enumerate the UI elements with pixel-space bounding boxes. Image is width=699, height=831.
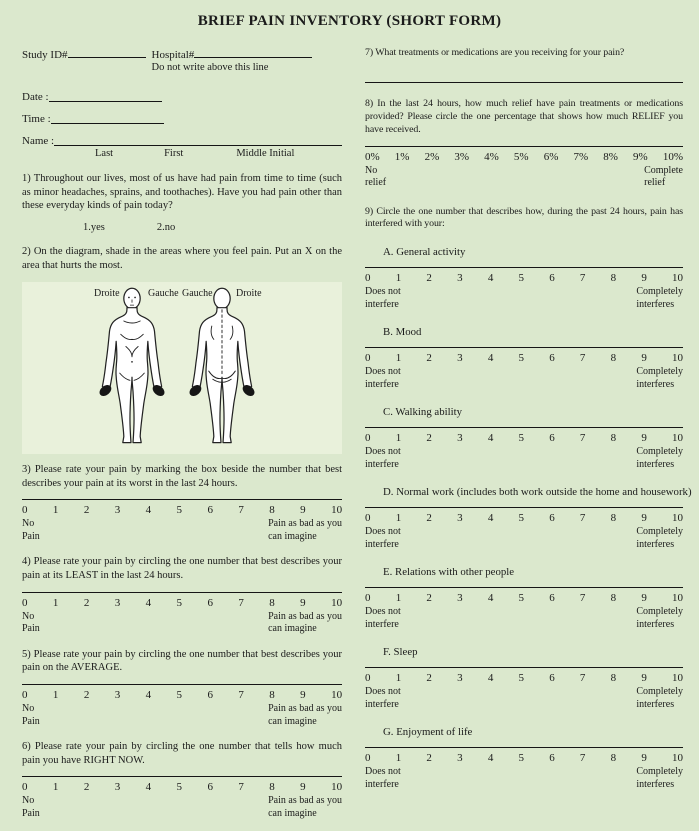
name-input-line[interactable] bbox=[54, 135, 342, 146]
scale-number[interactable]: 10 bbox=[672, 432, 684, 445]
scale-number[interactable]: 10 bbox=[672, 592, 684, 605]
scale-number[interactable]: 7 bbox=[238, 781, 244, 794]
scale-number[interactable]: 10 bbox=[672, 512, 684, 525]
scale-number[interactable]: 9% bbox=[633, 150, 648, 163]
date-label: Date : bbox=[22, 91, 49, 103]
scale-numbers bbox=[365, 272, 683, 284]
interference-item-label: G. Enjoyment of life bbox=[383, 726, 473, 739]
scale-number[interactable]: 2 bbox=[426, 352, 432, 365]
scale-number[interactable]: 6 bbox=[549, 352, 555, 365]
scale-anchors bbox=[365, 766, 683, 791]
name-sublabel-first: First bbox=[164, 148, 184, 159]
scale-line bbox=[22, 776, 342, 777]
scale-number[interactable]: 8 bbox=[610, 432, 617, 445]
scale-number[interactable]: 5 bbox=[518, 592, 525, 605]
do-not-write-note: Do not write above this line bbox=[151, 62, 269, 73]
scale-anchor-left: Does not interfere bbox=[365, 606, 401, 630]
scale-number[interactable]: 1 bbox=[52, 596, 59, 609]
scale-number[interactable]: 0 bbox=[365, 432, 371, 445]
scale-number[interactable]: 4 bbox=[145, 689, 152, 702]
interference-item bbox=[365, 486, 692, 551]
scale-anchors bbox=[365, 526, 683, 551]
scale-number[interactable]: 0 bbox=[22, 689, 28, 702]
interference-item-label: F. Sleep bbox=[383, 646, 418, 659]
scale-numbers bbox=[365, 432, 683, 444]
scale-number[interactable]: 5% bbox=[513, 150, 529, 163]
scale-number[interactable]: 0% bbox=[365, 150, 380, 163]
scale-number[interactable]: 9 bbox=[641, 672, 647, 685]
scale-number[interactable]: 5 bbox=[176, 596, 183, 609]
scale-number[interactable]: 1 bbox=[395, 752, 402, 765]
scale-number[interactable]: 8 bbox=[610, 592, 617, 605]
scale-number[interactable]: 4 bbox=[487, 752, 494, 765]
scale-line bbox=[365, 747, 683, 748]
question-5-text: 5) Please rate your pain by circling the one number that best describes your pain on the AVERAGE. bbox=[22, 648, 342, 674]
scale-number[interactable]: 9 bbox=[641, 272, 647, 285]
scale-number[interactable]: 0 bbox=[365, 672, 371, 685]
scale-anchor-left: No Pain bbox=[22, 518, 40, 542]
hospital-label: Hospital# bbox=[151, 49, 195, 61]
scale-anchors bbox=[22, 795, 342, 820]
scale-numbers bbox=[365, 752, 683, 764]
interference-item-label: D. Normal work (includes both work outside the home and housework) bbox=[383, 486, 692, 499]
interference-item bbox=[365, 406, 683, 471]
scale-anchor-left: No Pain bbox=[22, 610, 40, 635]
scale-anchor-right: Completely interferes bbox=[636, 366, 683, 390]
scale-number[interactable]: 2 bbox=[426, 672, 432, 685]
scale-number[interactable]: 3 bbox=[114, 781, 121, 794]
left-column bbox=[22, 47, 342, 820]
scale-number[interactable]: 8 bbox=[610, 352, 617, 365]
scale-line bbox=[365, 667, 683, 668]
question-9-text: 9) Circle the one number that describes how, during the past 24 hours, pain has interfered with your: bbox=[365, 205, 683, 230]
scale-anchor-left: Does not interfere bbox=[365, 366, 401, 390]
scale-number[interactable]: 3 bbox=[114, 596, 121, 609]
study-id-label: Study ID# bbox=[22, 49, 68, 61]
scale-number[interactable]: 1 bbox=[52, 504, 59, 517]
scale-anchor-right: Pain as bad as you can imagine bbox=[268, 703, 342, 727]
scale-line bbox=[365, 507, 683, 508]
scale-number[interactable]: 8 bbox=[269, 781, 275, 794]
scale-number[interactable]: 0 bbox=[22, 781, 28, 794]
scale-anchor-right: Completely interferes bbox=[636, 766, 683, 790]
scale-number[interactable]: 9 bbox=[641, 592, 647, 605]
scale-number[interactable]: 2 bbox=[426, 752, 432, 765]
scale-number[interactable]: 3 bbox=[114, 689, 121, 702]
scale-number[interactable]: 10 bbox=[331, 504, 343, 517]
question-6-text: 6) Please rate your pain by circling the one number that tells how much pain you have RIGHT NOW. bbox=[22, 741, 342, 766]
scale-numbers bbox=[22, 781, 342, 793]
scale-number[interactable]: 3 bbox=[457, 272, 463, 285]
scale-number[interactable]: 6% bbox=[543, 150, 559, 163]
scale-number[interactable]: 7 bbox=[579, 752, 586, 765]
scale-number[interactable]: 5 bbox=[518, 512, 525, 525]
scale-number[interactable]: 8 bbox=[269, 504, 275, 517]
scale-number[interactable]: 7 bbox=[579, 272, 586, 285]
scale-number[interactable]: 2 bbox=[426, 272, 432, 285]
scale-number[interactable]: 6 bbox=[549, 672, 555, 685]
scale-number[interactable]: 3 bbox=[457, 512, 463, 525]
scale-line bbox=[365, 587, 683, 588]
hospital-field bbox=[152, 47, 313, 73]
scale-number[interactable]: 8 bbox=[610, 272, 617, 285]
scale-number[interactable]: 5 bbox=[518, 352, 525, 365]
scale-anchor-right: Pain as bad as you can imagine bbox=[268, 795, 342, 819]
form-title: BRIEF PAIN INVENTORY (SHORT FORM) bbox=[197, 13, 502, 29]
scale-number[interactable]: 1 bbox=[395, 272, 402, 285]
body-back-figure-icon bbox=[176, 286, 268, 450]
scale-number[interactable]: 10 bbox=[331, 596, 343, 609]
scale-number[interactable]: 9 bbox=[300, 504, 306, 517]
scale-anchor-right: Completely interferes bbox=[636, 606, 683, 630]
scale-line bbox=[365, 347, 683, 348]
scale-line bbox=[365, 427, 683, 428]
body-diagram[interactable] bbox=[22, 282, 342, 454]
scale-anchor-right: Completely interferes bbox=[636, 446, 683, 470]
scale-anchors bbox=[365, 286, 683, 311]
scale-number[interactable]: 0 bbox=[22, 596, 28, 609]
scale-number[interactable]: 9 bbox=[300, 781, 306, 794]
scale-numbers bbox=[365, 672, 683, 684]
option-no[interactable]: 2.no bbox=[156, 221, 176, 233]
hospital-input-line[interactable] bbox=[194, 47, 312, 58]
scale-number[interactable]: 7 bbox=[579, 592, 586, 605]
rating-scale-q3 bbox=[22, 499, 342, 543]
diagram-label-front-right-side: Droite bbox=[94, 288, 120, 300]
scale-number[interactable]: 4 bbox=[145, 596, 152, 609]
scale-number[interactable]: 2 bbox=[426, 432, 432, 445]
scale-number[interactable]: 4 bbox=[487, 592, 494, 605]
scale-line bbox=[22, 684, 342, 685]
right-column bbox=[365, 47, 692, 820]
scale-number[interactable]: 3 bbox=[457, 672, 463, 685]
rating-scale-q5 bbox=[22, 684, 342, 728]
scale-number[interactable]: 9 bbox=[641, 432, 647, 445]
scale-anchors bbox=[365, 606, 683, 631]
question-7-answer-line[interactable] bbox=[365, 82, 683, 83]
scale-number[interactable]: 3 bbox=[457, 352, 463, 365]
name-sublabel-middle: Middle Initial bbox=[236, 148, 295, 159]
scale-number[interactable]: 5 bbox=[518, 672, 525, 685]
date-field bbox=[22, 91, 342, 103]
scale-number[interactable]: 8 bbox=[610, 752, 617, 765]
diagram-label-back-left-side: Gauche bbox=[182, 288, 213, 300]
scale-number[interactable]: 7 bbox=[579, 432, 586, 445]
name-sublabels bbox=[22, 148, 342, 159]
scale-number[interactable]: 7 bbox=[579, 512, 586, 525]
name-sublabel-last: Last bbox=[95, 148, 114, 159]
interference-rating-scale bbox=[365, 507, 683, 551]
scale-number[interactable]: 1 bbox=[395, 592, 402, 605]
scale-anchor-left: No Pain bbox=[22, 795, 40, 819]
scale-number[interactable]: 0 bbox=[365, 272, 371, 285]
scale-number[interactable]: 2 bbox=[83, 504, 90, 517]
scale-number[interactable]: 10 bbox=[331, 781, 343, 794]
scale-number[interactable]: 4 bbox=[145, 781, 152, 794]
scale-number[interactable]: 5 bbox=[176, 781, 183, 794]
scale-line bbox=[365, 146, 683, 147]
scale-number[interactable]: 1 bbox=[52, 781, 59, 794]
scale-number[interactable]: 6 bbox=[207, 596, 213, 609]
interference-rating-scale bbox=[365, 267, 683, 311]
scale-number[interactable]: 10 bbox=[331, 689, 343, 702]
scale-number[interactable]: 2 bbox=[426, 592, 432, 605]
scale-number[interactable]: 1 bbox=[395, 512, 402, 525]
scale-number[interactable]: 5 bbox=[176, 689, 183, 702]
scale-number[interactable]: 3% bbox=[454, 150, 470, 163]
date-input-line[interactable] bbox=[49, 91, 162, 102]
scale-number[interactable]: 3 bbox=[457, 752, 463, 765]
scale-number[interactable]: 9 bbox=[641, 752, 647, 765]
scale-number[interactable]: 5 bbox=[518, 752, 525, 765]
scale-anchors bbox=[365, 686, 683, 711]
question-4-text: 4) Please rate your pain by circling the one number that best describes your pain at its LEAST in the last 24 hours. bbox=[22, 556, 342, 582]
interference-rating-scale bbox=[365, 347, 683, 391]
scale-number[interactable]: 3 bbox=[114, 504, 121, 517]
interference-item bbox=[365, 646, 683, 711]
name-field bbox=[22, 135, 342, 147]
id-fields-row bbox=[22, 47, 342, 73]
scale-anchors bbox=[365, 366, 683, 391]
scale-number[interactable]: 0 bbox=[365, 512, 371, 525]
scale-number[interactable]: 6 bbox=[207, 781, 213, 794]
scale-number[interactable]: 7 bbox=[238, 689, 244, 702]
scale-line bbox=[365, 267, 683, 268]
scale-anchor-right: Pain as bad as you can imagine bbox=[268, 610, 342, 635]
question-7-text: 7) What treatments or medications are you receiving for your pain? bbox=[365, 47, 625, 58]
scale-number[interactable]: 7 bbox=[579, 352, 586, 365]
scale-anchors bbox=[22, 518, 342, 543]
scale-number[interactable]: 2 bbox=[83, 781, 90, 794]
scale-number[interactable]: 1 bbox=[52, 689, 59, 702]
scale-anchors bbox=[22, 703, 342, 728]
time-input-line[interactable] bbox=[51, 113, 164, 124]
scale-number[interactable]: 7 bbox=[238, 504, 244, 517]
scale-number[interactable]: 2% bbox=[424, 150, 440, 163]
interference-item-label: A. General activity bbox=[383, 246, 466, 259]
scale-number[interactable]: 0 bbox=[365, 592, 371, 605]
scale-number[interactable]: 10 bbox=[672, 752, 684, 765]
study-id-input-line[interactable] bbox=[68, 47, 146, 58]
scale-anchor-left: Does not interfere bbox=[365, 686, 401, 710]
interference-rating-scale bbox=[365, 667, 683, 711]
scale-anchors bbox=[22, 611, 342, 636]
scale-number[interactable]: 3 bbox=[457, 592, 463, 605]
scale-number[interactable]: 0 bbox=[22, 504, 28, 517]
scale-anchor-right: Completely interferes bbox=[636, 686, 683, 710]
interference-rating-scale bbox=[365, 587, 683, 631]
scale-number[interactable]: 1 bbox=[395, 432, 402, 445]
interference-item bbox=[365, 246, 683, 311]
study-id-field bbox=[22, 47, 146, 73]
scale-number[interactable]: 6 bbox=[549, 432, 555, 445]
scale-numbers bbox=[365, 151, 683, 163]
scale-numbers bbox=[365, 352, 683, 364]
name-label: Name : bbox=[22, 135, 55, 147]
question-2-text: 2) On the diagram, shade in the areas where you feel pain. Put an X on the area that hurts the most. bbox=[22, 245, 342, 271]
diagram-label-back-right-side: Droite bbox=[236, 288, 262, 300]
scale-number[interactable]: 1% bbox=[394, 150, 410, 163]
interference-rating-scale bbox=[365, 427, 683, 471]
scale-number[interactable]: 0 bbox=[365, 752, 371, 765]
scale-number[interactable]: 1 bbox=[395, 672, 402, 685]
scale-number[interactable]: 9 bbox=[300, 596, 306, 609]
scale-numbers bbox=[365, 512, 683, 524]
scale-anchor-right: Complete relief bbox=[644, 164, 683, 188]
scale-number[interactable]: 2 bbox=[83, 596, 90, 609]
scale-number[interactable]: 9 bbox=[641, 352, 647, 365]
interference-rating-scale bbox=[365, 747, 683, 791]
scale-anchors bbox=[365, 446, 683, 471]
scale-number[interactable]: 5 bbox=[518, 272, 525, 285]
scale-number[interactable]: 8 bbox=[269, 689, 275, 702]
time-field bbox=[22, 113, 342, 125]
scale-numbers bbox=[22, 689, 342, 701]
scale-anchors bbox=[365, 165, 683, 190]
scale-number[interactable]: 4 bbox=[487, 352, 494, 365]
scale-number[interactable]: 8 bbox=[610, 672, 617, 685]
scale-number[interactable]: 4 bbox=[487, 432, 494, 445]
scale-number[interactable]: 10 bbox=[672, 352, 684, 365]
relief-percentage-scale bbox=[365, 146, 683, 190]
interference-item-label: E. Relations with other people bbox=[383, 566, 515, 579]
scale-number[interactable]: 8 bbox=[269, 596, 275, 609]
interference-item bbox=[365, 726, 683, 791]
scale-number[interactable]: 8% bbox=[603, 150, 618, 163]
scale-number[interactable]: 5 bbox=[176, 504, 183, 517]
scale-number[interactable]: 4 bbox=[145, 504, 152, 517]
form-columns bbox=[0, 30, 699, 820]
scale-anchor-left: Does not interfere bbox=[365, 446, 401, 470]
scale-anchor-right: Completely interferes bbox=[636, 526, 683, 550]
interference-item-label: B. Mood bbox=[383, 326, 422, 339]
scale-number[interactable]: 6 bbox=[207, 504, 213, 517]
scale-anchor-right: Completely interferes bbox=[636, 286, 683, 310]
scale-anchor-left: No relief bbox=[365, 164, 387, 188]
scale-numbers bbox=[22, 597, 342, 609]
time-label: Time : bbox=[22, 113, 51, 125]
question-8-text: 8) In the last 24 hours, how much relief have pain treatments or medications provided? Please circle the one percentage that shows how much RELIEF you have received. bbox=[365, 97, 683, 135]
interference-item bbox=[365, 326, 683, 391]
scale-number[interactable]: 9 bbox=[641, 512, 647, 525]
scale-number[interactable]: 7 bbox=[579, 672, 586, 685]
option-yes[interactable]: 1.yes bbox=[83, 221, 105, 233]
scale-anchor-right: Pain as bad as you can imagine bbox=[268, 518, 342, 542]
scale-number[interactable]: 4 bbox=[487, 512, 494, 525]
scale-line bbox=[22, 592, 342, 593]
scale-number[interactable]: 4 bbox=[487, 672, 494, 685]
scale-number[interactable]: 6 bbox=[207, 689, 213, 702]
scale-number[interactable]: 10 bbox=[672, 272, 684, 285]
interference-item bbox=[365, 566, 683, 631]
scale-anchor-left: Does not interfere bbox=[365, 526, 401, 550]
scale-number[interactable]: 8 bbox=[610, 512, 617, 525]
scale-number[interactable]: 10% bbox=[662, 150, 683, 163]
scale-number[interactable]: 0 bbox=[365, 352, 371, 365]
scale-number[interactable]: 3 bbox=[457, 432, 463, 445]
scale-number[interactable]: 7% bbox=[573, 150, 589, 163]
scale-number[interactable]: 2 bbox=[83, 689, 90, 702]
scale-number[interactable]: 9 bbox=[300, 689, 306, 702]
scale-number[interactable]: 4 bbox=[487, 272, 494, 285]
scale-number[interactable]: 5 bbox=[518, 432, 525, 445]
scale-number[interactable]: 1 bbox=[395, 352, 402, 365]
interference-list bbox=[365, 246, 692, 791]
question-1-text: 1) Throughout our lives, most of us have had pain from time to time (such as minor headaches, sprains, and toothaches). Have you had pain other than these everyday kinds of pain today? bbox=[22, 173, 342, 212]
body-front-figure-icon bbox=[86, 286, 178, 450]
scale-number[interactable]: 6 bbox=[549, 592, 555, 605]
scale-numbers bbox=[22, 504, 342, 516]
scale-number[interactable]: 2 bbox=[426, 512, 432, 525]
scale-number[interactable]: 6 bbox=[549, 752, 555, 765]
diagram-label-front-left-side: Gauche bbox=[148, 288, 179, 300]
question-1-options bbox=[22, 222, 342, 233]
scale-number[interactable]: 6 bbox=[549, 512, 555, 525]
scale-anchor-left: Does not interfere bbox=[365, 766, 401, 790]
rating-scale-q6 bbox=[22, 776, 342, 820]
scale-number[interactable]: 7 bbox=[238, 596, 244, 609]
scale-numbers bbox=[365, 592, 683, 604]
scale-number[interactable]: 10 bbox=[672, 672, 684, 685]
interference-item-label: C. Walking ability bbox=[383, 406, 463, 419]
scale-number[interactable]: 4% bbox=[484, 150, 499, 163]
question-3-text: 3) Please rate your pain by marking the box beside the number that best describes your pain at its worst in the last 24 hours. bbox=[22, 464, 342, 489]
scale-anchor-left: Does not interfere bbox=[365, 286, 401, 310]
scale-number[interactable]: 6 bbox=[549, 272, 555, 285]
scale-anchor-left: No Pain bbox=[22, 703, 40, 727]
scale-line bbox=[22, 499, 342, 500]
rating-scale-q4 bbox=[22, 592, 342, 636]
